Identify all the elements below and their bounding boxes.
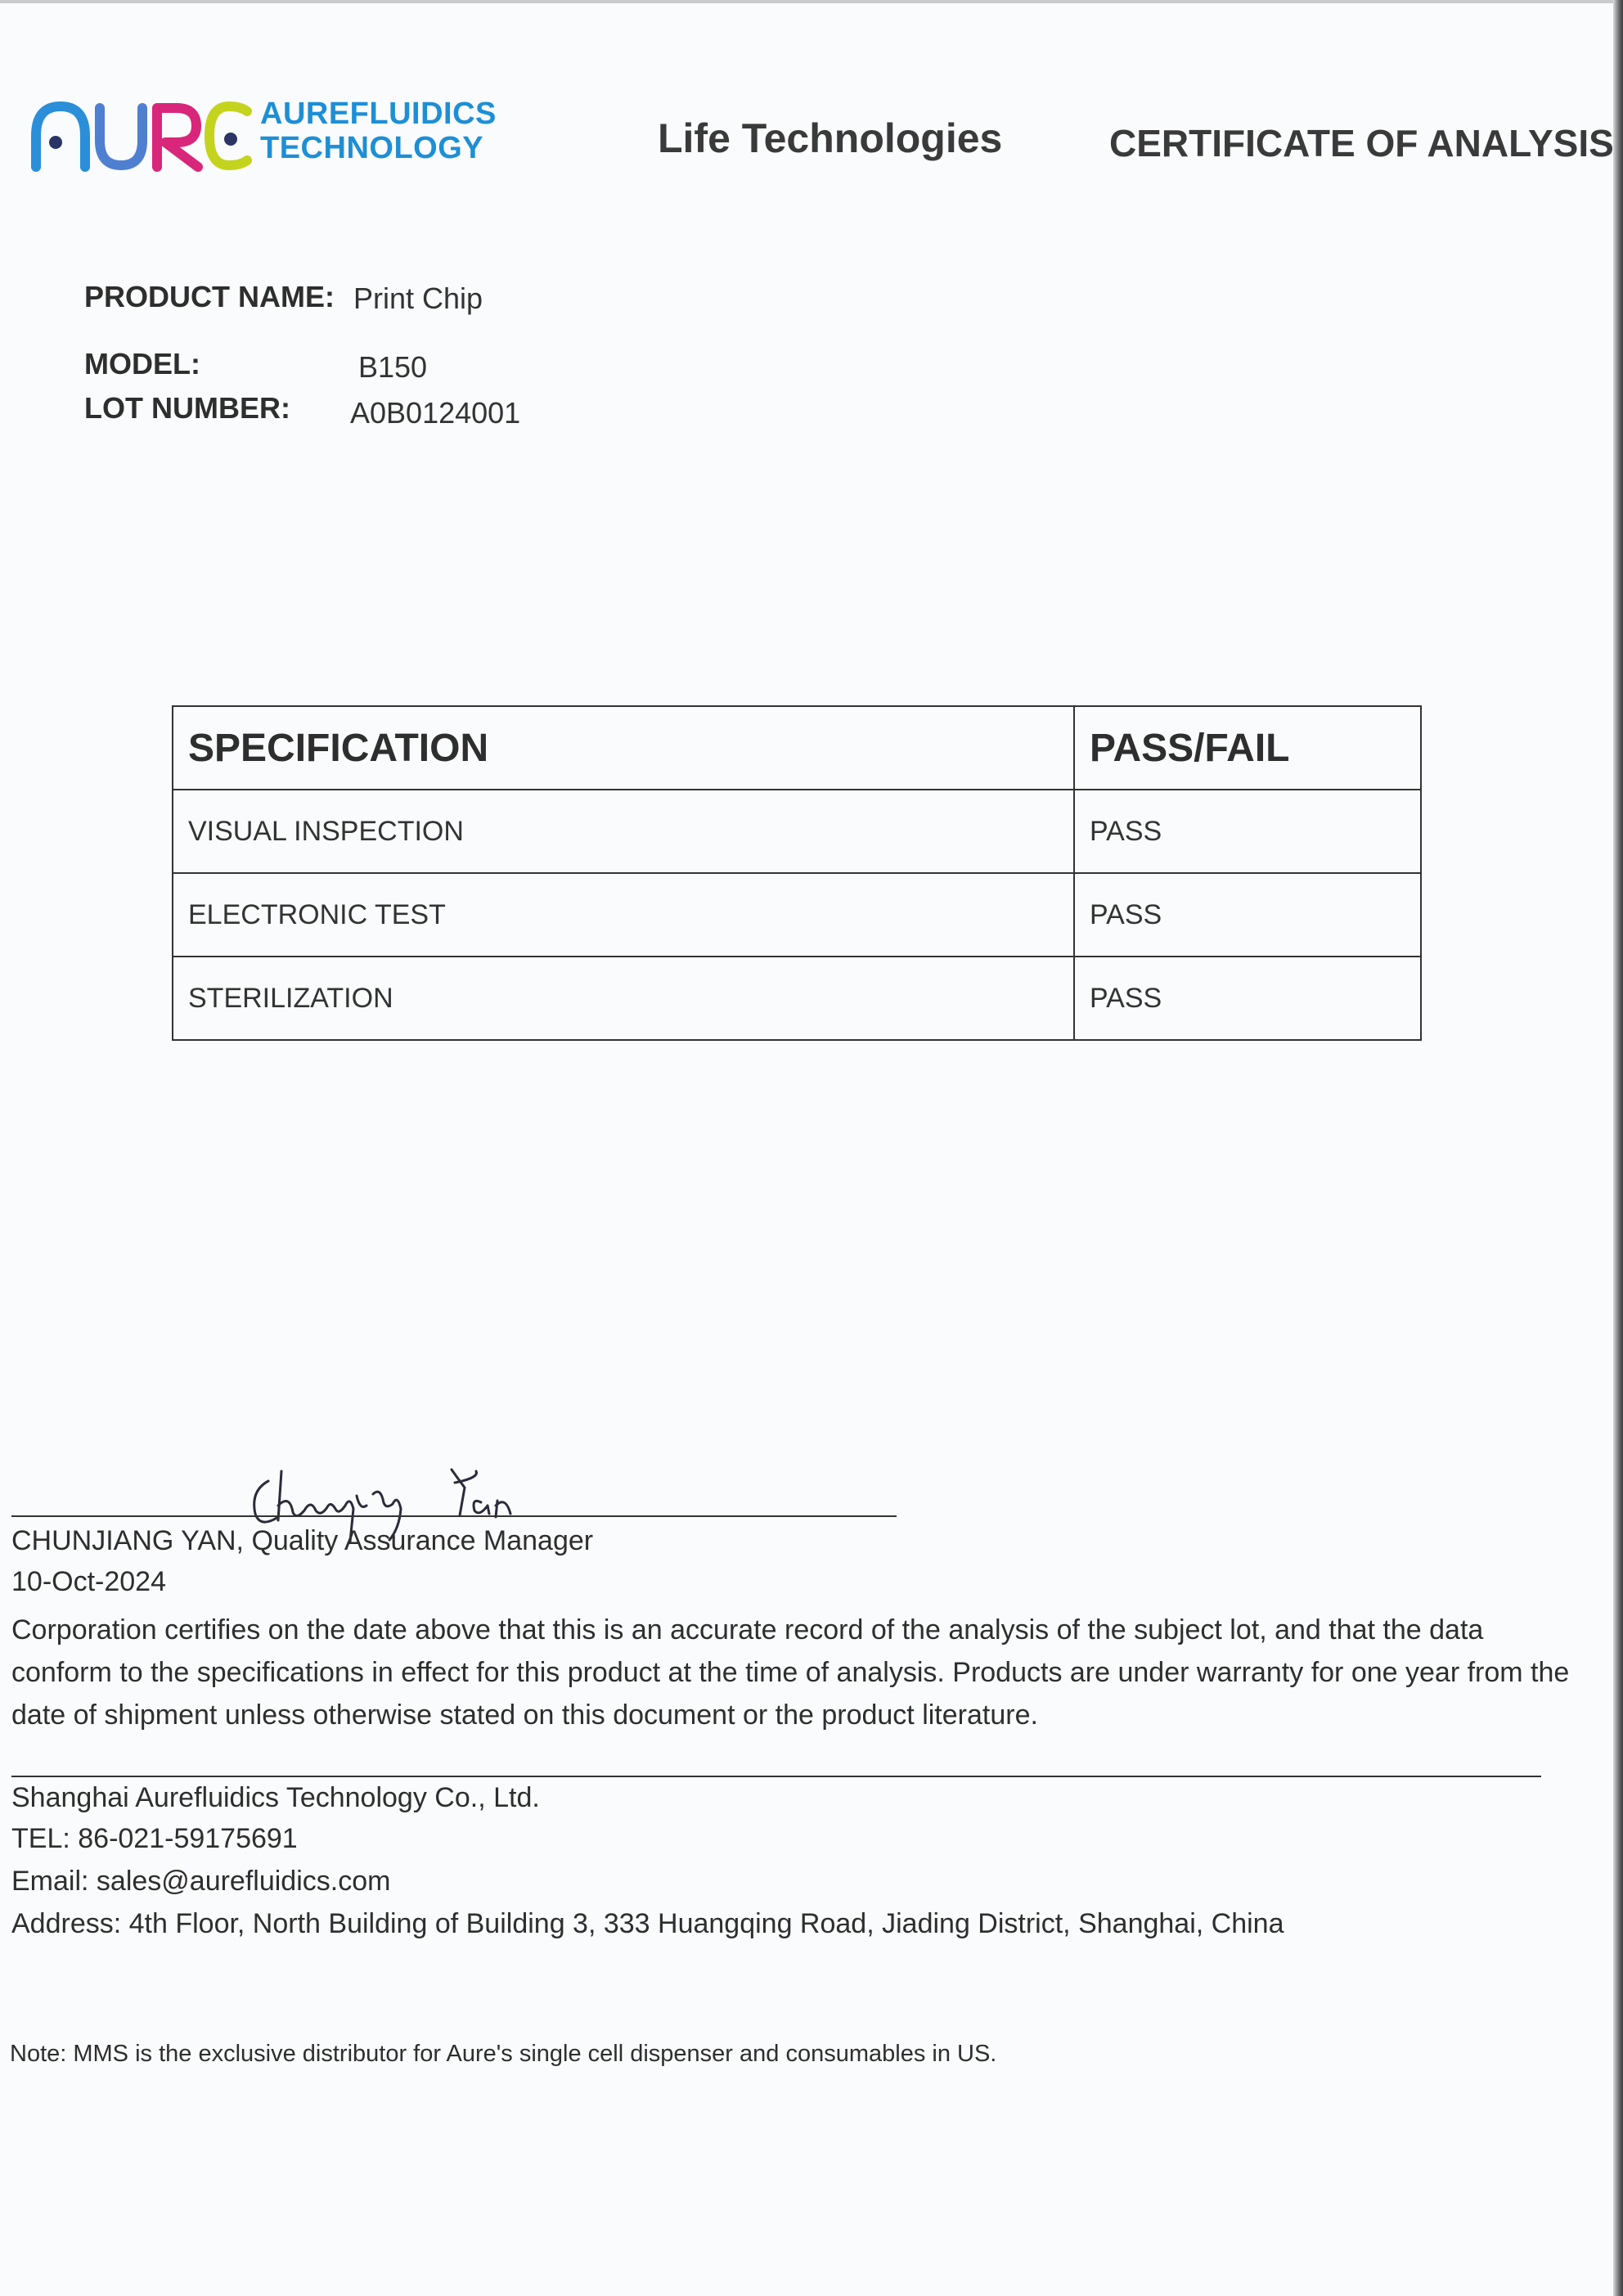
company-email: Email: sales@aurefluidics.com	[11, 1866, 391, 1897]
brand-name	[260, 97, 497, 165]
scan-edge-right	[1613, 0, 1623, 2296]
brand-line-2: TECHNOLOGY	[260, 131, 484, 165]
lot-number-value: A0B0124001	[350, 396, 521, 430]
aure-logo	[29, 97, 252, 172]
table-header-row	[173, 706, 1421, 790]
specification-table	[172, 705, 1422, 1041]
spec-cell: VISUAL INSPECTION	[173, 790, 1074, 873]
table-row	[173, 957, 1421, 1040]
specification-header: SPECIFICATION	[173, 706, 1074, 790]
result-cell: PASS	[1074, 957, 1421, 1040]
signoff-date: 10-Oct-2024	[11, 1566, 166, 1597]
spec-cell: STERILIZATION	[173, 957, 1074, 1040]
signature-line	[11, 1515, 897, 1517]
product-name-label: PRODUCT NAME:	[84, 280, 335, 313]
distributor-note: Note: MMS is the exclusive distributor for Aure's single cell dispenser and consumables in US.	[10, 2041, 997, 2067]
lot-number-label: LOT NUMBER:	[84, 391, 290, 425]
brand-line-1: AUREFLUIDICS	[260, 97, 497, 131]
table-row	[173, 873, 1421, 957]
pass-fail-header: PASS/FAIL	[1074, 706, 1421, 790]
result-cell: PASS	[1074, 790, 1421, 873]
company-name: Shanghai Aurefluidics Technology Co., Ltd.	[11, 1782, 540, 1813]
model-value: B150	[358, 350, 428, 384]
separator-line	[11, 1776, 1541, 1777]
table-row	[173, 790, 1421, 873]
result-cell: PASS	[1074, 873, 1421, 957]
company-address: Address: 4th Floor, North Building of Building 3, 333 Huangqing Road, Jiading District, Shanghai, China	[11, 1908, 1284, 1939]
signer-name: CHUNJIANG YAN, Quality Assurance Manager	[11, 1525, 594, 1556]
scan-edge-top	[0, 0, 1623, 3]
document-title: CERTIFICATE OF ANALYSIS	[1109, 122, 1614, 164]
model-label: MODEL:	[84, 347, 200, 380]
product-name-value: Print Chip	[353, 281, 483, 315]
certification-statement: Corporation certifies on the date above that this is an accurate record of the analysis of the subject lot, and that the data conform to the specifications in effect for this product at the time of analysis. Products are under warranty for one year from the date of shipment unless otherwise stated on this document or the product literature.	[11, 1614, 1570, 1731]
spec-cell: ELECTRONIC TEST	[173, 873, 1074, 957]
header-title: Life Technologies	[658, 115, 1003, 161]
company-tel: TEL: 86-021-59175691	[11, 1823, 298, 1854]
